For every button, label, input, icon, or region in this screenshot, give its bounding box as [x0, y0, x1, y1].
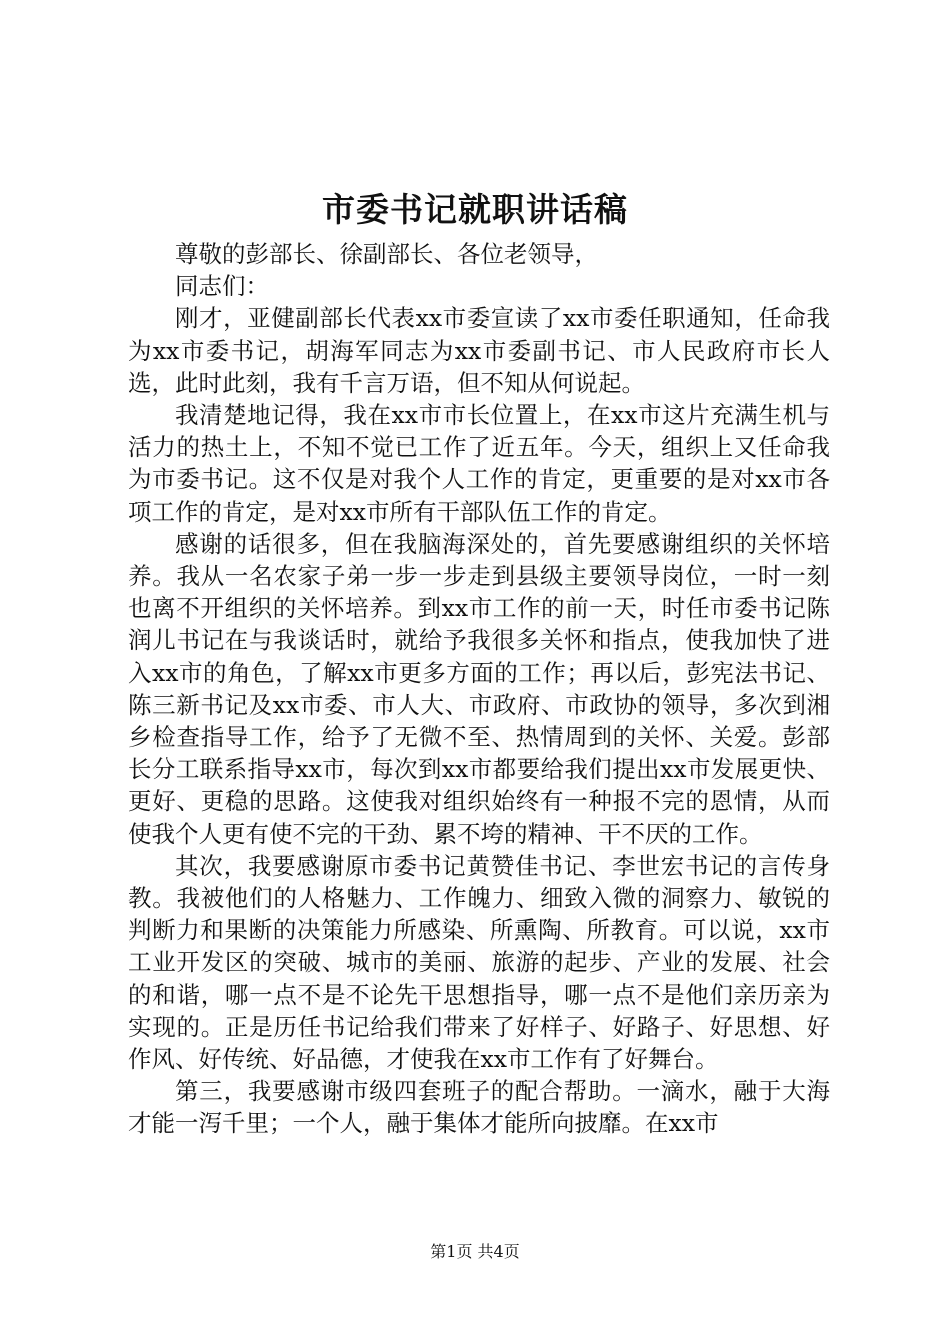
body-paragraph: 我清楚地记得，我在xx市市长位置上，在xx市这片充满生机与活力的热土上，不知不觉已工作了近五年。今天，组织上又任命我为市委书记。这不仅是对我个人工作的肯定，更重要的是对xx市各项工作的肯定，是对xx市所有干部队伍工作的肯定。 — [128, 401, 830, 526]
body-paragraph: 其次，我要感谢原市委书记黄赞佳书记、李世宏书记的言传身教。我被他们的人格魅力、工作魄力、细致入微的洞察力、敏锐的判断力和果断的决策能力所感染、所熏陶、所教育。可以说，xx市工业开发区的突破、城市的美丽、旅游的起步、产业的发展、社会的和谐，哪一点不是不论先干思想指导，哪一点不是他们亲历亲为实现的。正是历任书记给我们带来了好样子、好路子、好思想、好作风、好传统、好品德，才使我在xx市工作有了好舞台。 — [128, 851, 830, 1074]
body-paragraph: 第三，我要感谢市级四套班子的配合帮助。一滴水，融于大海才能一泻千里；一个人，融于集体才能所向披靡。在xx市 — [128, 1077, 830, 1138]
salutation-line: 尊敬的彭部长、徐副部长、各位老领导， — [175, 240, 598, 268]
body-paragraph: 刚才，亚健副部长代表xx市委宣读了xx市委任职通知，任命我为xx市委书记，胡海军同志为xx市委副书记、市人民政府市长人选，此时此刻，我有千言万语，但不知从何说起。 — [128, 304, 830, 397]
page-footer: 第1页 共4页 — [430, 1242, 520, 1261]
salutation-line: 同志们： — [175, 272, 269, 301]
document-body — [128, 238, 830, 1140]
body-paragraph: 感谢的话很多，但在我脑海深处的，首先要感谢组织的关怀培养。我从一名农家子弟一步一步走到县级主要领导岗位，一时一刻也离不开组织的关怀培养。到xx市工作的前一天，时任市委书记陈润儿书记在与我谈话时，就给予我很多关怀和指点，使我加快了进入xx市的角色，了解xx市更多方面的工作；再以后，彭宪法书记、陈三新书记及xx市委、市人大、市政府、市政协的领导，多次到湘乡检查指导工作，给予了无微不至、热情周到的关怀、关爱。彭部长分工联系指导xx市，每次到xx市都要给我们提出xx市发展更快、更好、更稳的思路。这使我对组织始终有一种报不完的恩情，从而使我个人更有使不完的干劲、累不垮的精神、干不厌的工作。 — [128, 529, 830, 848]
document-title: 市委书记就职讲话稿 — [322, 190, 628, 229]
